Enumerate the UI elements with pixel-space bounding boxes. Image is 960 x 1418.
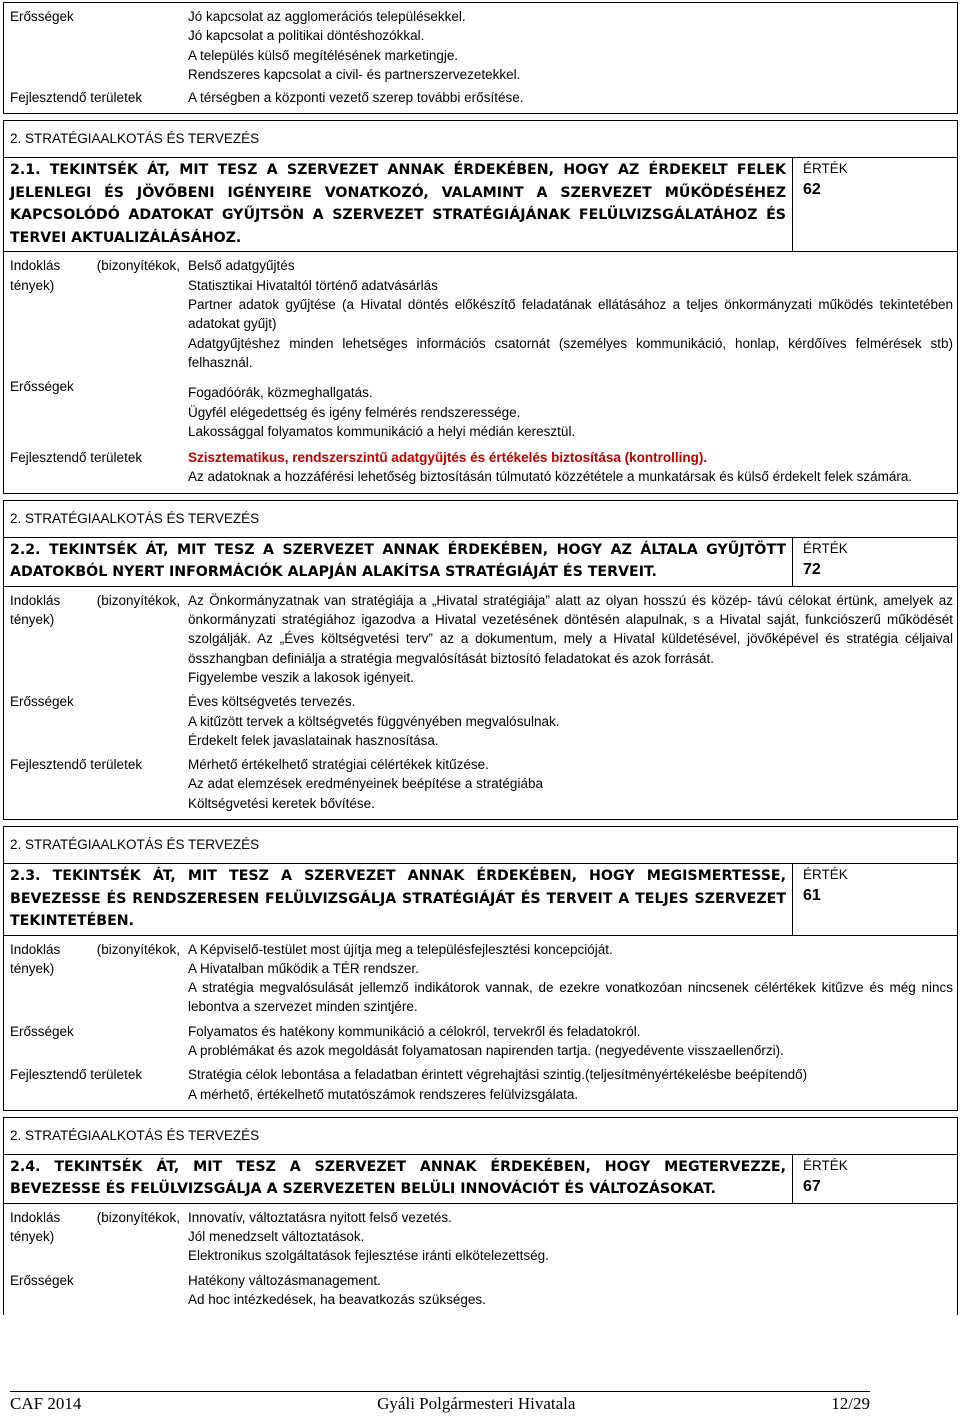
footer-center: Gyáli Polgármesteri Hivatala [377,1394,576,1413]
criterion-title: 2.3. TEKINTSÉK ÁT, MIT TESZ A SZERVEZET ANNAK ÉRDEKÉBEN, HOGY MEGISMERTESSE, BEVEZESSE ÉS RENDSZERESEN FELÜLVIZSGÁLJA STRATÉGIÁJÁT ÉS TERVEIT A TELJES SZERVEZET TEKINTETÉBEN. [10,868,786,930]
footer-page-number: 12/29 [831,1394,870,1413]
list-item: Lakossággal folyamatos kommunikáció a helyi médián keresztül. [188,423,576,439]
strengths-list [184,692,957,750]
list-item: Ad hoc intézkedések, ha beavatkozás szükséges. [188,1292,486,1308]
criterion-title: 2.4. TEKINTSÉK ÁT, MIT TESZ A SZERVEZET ANNAK ÉRDEKÉBEN, HOGY MEGTERVEZZE, BEVEZESSE ÉS FELÜLVIZSGÁLJA A SZERVEZETEN BELÜLI INNOVÁCIÓT ÉS VÁLTOZÁSOKAT. [10,1158,786,1198]
list-item: Mérhető értékelhető stratégiai célértékek kitűzése. [188,757,489,773]
improve-label: Fejlesztendő területek [10,90,143,106]
evidence-label: Indoklás (bizonyítékok, tények) [10,1209,180,1245]
strengths-row [4,1022,957,1061]
evidence-list [184,256,957,372]
list-item: A térségben a központi vezető szerep további erősítése. [188,90,524,106]
section-header: 2. STRATÉGIAALKOTÁS ÉS TERVEZÉS [3,120,958,157]
list-item: Az Önkormányzatnak van stratégiája a „Hivatal stratégiája” alatt az olyan hosszú és közép- távú célokat értünk, amelyek az önkormányzati stratégiához igazodva a Hivatal vezetésének döntésén alapulnak, s a Hivatal saját, funkciószerű működését szolgálják. Az „Éves költségvetési terv” az a dokumentum, mely a Hivatal küldetésével, jövőképével és stratégia céljaival összhangban definiálja a stratégia megvalósítását biztosító feladatokat és azok forrását. [188,592,953,666]
criterion-title: 2.2. TEKINTSÉK ÁT, MIT TESZ A SZERVEZET ANNAK ÉRDEKÉBEN, HOGY AZ ÁLTALA GYŰJTÖTT ADATOKBÓL NYERT INFORMÁCIÓK ALAPJÁN ALAKÍTSA STRATÉGIÁJÁT ÉS TERVEIT. [10,541,786,581]
criterion-2-4-details [3,1204,958,1315]
evidence-row [4,591,957,687]
list-item: Adatgyűjtéshez minden lehetséges információs csatornát (személyes kommunikáció, honlap, kérdőíves felmérések stb) felhasznál. [188,335,953,370]
list-item: Partner adatok gyűjtése (a Hivatal döntés előkészítő feladatának ellátásához a teljes önkormányzati működés tekintetében adatokat gyűjt) [188,297,953,332]
section-header: 2. STRATÉGIAALKOTÁS ÉS TERVEZÉS [3,826,958,863]
improve-list [184,88,957,107]
list-item: Stratégia célok lebontása a feladatban érintett végrehajtási szintig.(teljesítményértékelésbe beépítendő) [188,1067,808,1083]
criterion-value-box [792,1155,957,1203]
improve-label: Fejlesztendő területek [10,757,143,773]
list-item: Rendszeres kapcsolat a civil- és partnerszervezetekkel. [188,66,521,82]
list-item: Fogadóórák, közmeghallgatás. [188,385,373,401]
strengths-label: Erősségek [10,694,74,710]
evidence-list [184,1208,957,1266]
criterion-2-3-details [3,936,958,1111]
evidence-row [4,1208,957,1266]
criterion-2-1-details [3,252,958,493]
improve-row [4,1065,957,1104]
list-item: A település külső megítélésének marketingje. [188,47,459,63]
evidence-row [4,940,957,1017]
strengths-list [184,1271,957,1310]
section-header: 2. STRATÉGIAALKOTÁS ÉS TERVEZÉS [3,500,958,537]
criterion-2-1 [3,157,958,252]
list-item: Ügyfél elégedettség és igény felmérés rendszeressége. [188,404,521,420]
strengths-row [4,692,957,750]
criterion-value-box [792,864,957,935]
value-number: 61 [803,887,821,905]
list-item: Éves költségvetés tervezés. [188,694,356,710]
list-item: A Hivatalban működik a TÉR rendszer. [188,960,419,976]
strengths-label: Erősségek [10,1272,74,1288]
list-item: A mérhető, értékelhető mutatószámok rendszeres felülvizsgálata. [188,1086,579,1102]
improve-row [4,88,957,107]
top-continuation-block [3,2,958,114]
list-item-highlight: Szisztematikus, rendszerszintű adatgyűjtés és értékelés biztosítása (kontrolling). [188,450,708,466]
evidence-label: Indoklás (bizonyítékok, tények) [10,592,180,628]
criterion-2-2 [3,537,958,587]
criterion-2-2-details [3,587,958,820]
page-footer [10,1391,870,1413]
list-item: Hatékony változásmanagement. [188,1272,381,1288]
strengths-label: Erősségek [10,9,74,24]
list-item: Jó kapcsolat az agglomerációs településekkel. [188,9,466,24]
evidence-row [4,256,957,372]
strengths-list [184,1022,957,1061]
improve-row [4,755,957,813]
evidence-label: Indoklás (bizonyítékok, tények) [10,258,180,293]
criterion-value-box [792,538,957,586]
improve-list [184,448,957,487]
strengths-row [4,377,957,441]
improve-label: Fejlesztendő területek [10,450,143,466]
improve-list [184,755,957,813]
list-item: Folyamatos és hatékony kommunikáció a célokról, tervekről és feladatokról. [188,1023,641,1039]
evidence-list [184,591,957,687]
list-item: Figyelembe veszik a lakosok igényeit. [188,669,414,685]
list-item: Költségvetési keretek bővítése. [188,795,375,811]
evidence-list [184,940,957,1017]
strengths-label: Erősségek [10,379,74,395]
criterion-value-box [792,158,957,251]
value-label: ÉRTÉK [803,1157,848,1173]
value-label: ÉRTÉK [803,161,848,177]
list-item: A kitűzött tervek a költségvetés függvényében megvalósulnak. [188,713,560,729]
evidence-label: Indoklás (bizonyítékok, tények) [10,941,180,976]
list-item: Az adat elemzések eredményeinek beépítése a stratégiába [188,776,543,792]
criterion-2-3 [3,863,958,936]
strengths-row [4,1271,957,1310]
strengths-list [184,377,957,441]
criterion-title: 2.1. TEKINTSÉK ÁT, MIT TESZ A SZERVEZET ANNAK ÉRDEKÉBEN, HOGY AZ ÉRDEKELT FELEK JELENLEGI ÉS JÖVŐBENI IGÉNYEIRE VONATKOZÓ, VALAMINT A SZERVEZET MŰKÖDÉSÉHEZ KAPCSOLÓDÓ ADATOKAT GYŰJTSÖN A SZERVEZET STRATÉGIÁJÁNAK FELÜLVIZSGÁLATÁHOZ ÉS TERVEI AKTUALIZÁLÁSÁHOZ. [10,162,786,246]
section-header: 2. STRATÉGIAALKOTÁS ÉS TERVEZÉS [3,1117,958,1154]
list-item: Jól menedzselt változtatások. [188,1229,365,1245]
list-item: Jó kapcsolat a politikai döntéshozókkal. [188,28,425,44]
improve-label: Fejlesztendő területek [10,1067,143,1083]
list-item: Érdekelt felek javaslatainak hasznosítása. [188,732,439,748]
list-item: Belső adatgyűjtés [188,258,295,274]
list-item: A Képviselő-testület most újítja meg a településfejlesztési koncepcióját. [188,941,613,957]
improve-list [184,1065,957,1104]
list-item: A stratégia megvalósulását jellemző indikátorok vannak, de ezekre vonatkozóan nincsenek célértékek kitűzve és még nincs lebontva a szervezet minden szintjére. [188,980,953,1015]
value-number: 72 [803,560,821,578]
strengths-list [184,7,957,84]
value-label: ÉRTÉK [803,867,848,883]
footer-left: CAF 2014 [10,1394,82,1413]
value-number: 62 [803,181,821,199]
list-item: Az adatoknak a hozzáférési lehetőség biztosításán túlmutató közzététele a munkatársak és külső érdekelt felek számára. [188,469,913,485]
value-label: ÉRTÉK [803,540,848,556]
list-item: Elektronikus szolgáltatások fejlesztése iránti elkötelezettség. [188,1248,549,1264]
list-item: A problémákat és azok megoldását folyamatosan napirenden tartja. (negyedévente visszaellenőrzi). [188,1043,784,1058]
strengths-row [4,7,957,84]
list-item: Innovatív, változtatásra nyitott felső vezetés. [188,1209,452,1225]
value-number: 67 [803,1177,821,1195]
criterion-2-4 [3,1154,958,1204]
list-item: Statisztikai Hivataltól történő adatvásárlás [188,277,438,293]
improve-row [4,448,957,487]
strengths-label: Erősségek [10,1023,74,1039]
document-page [3,2,958,1315]
